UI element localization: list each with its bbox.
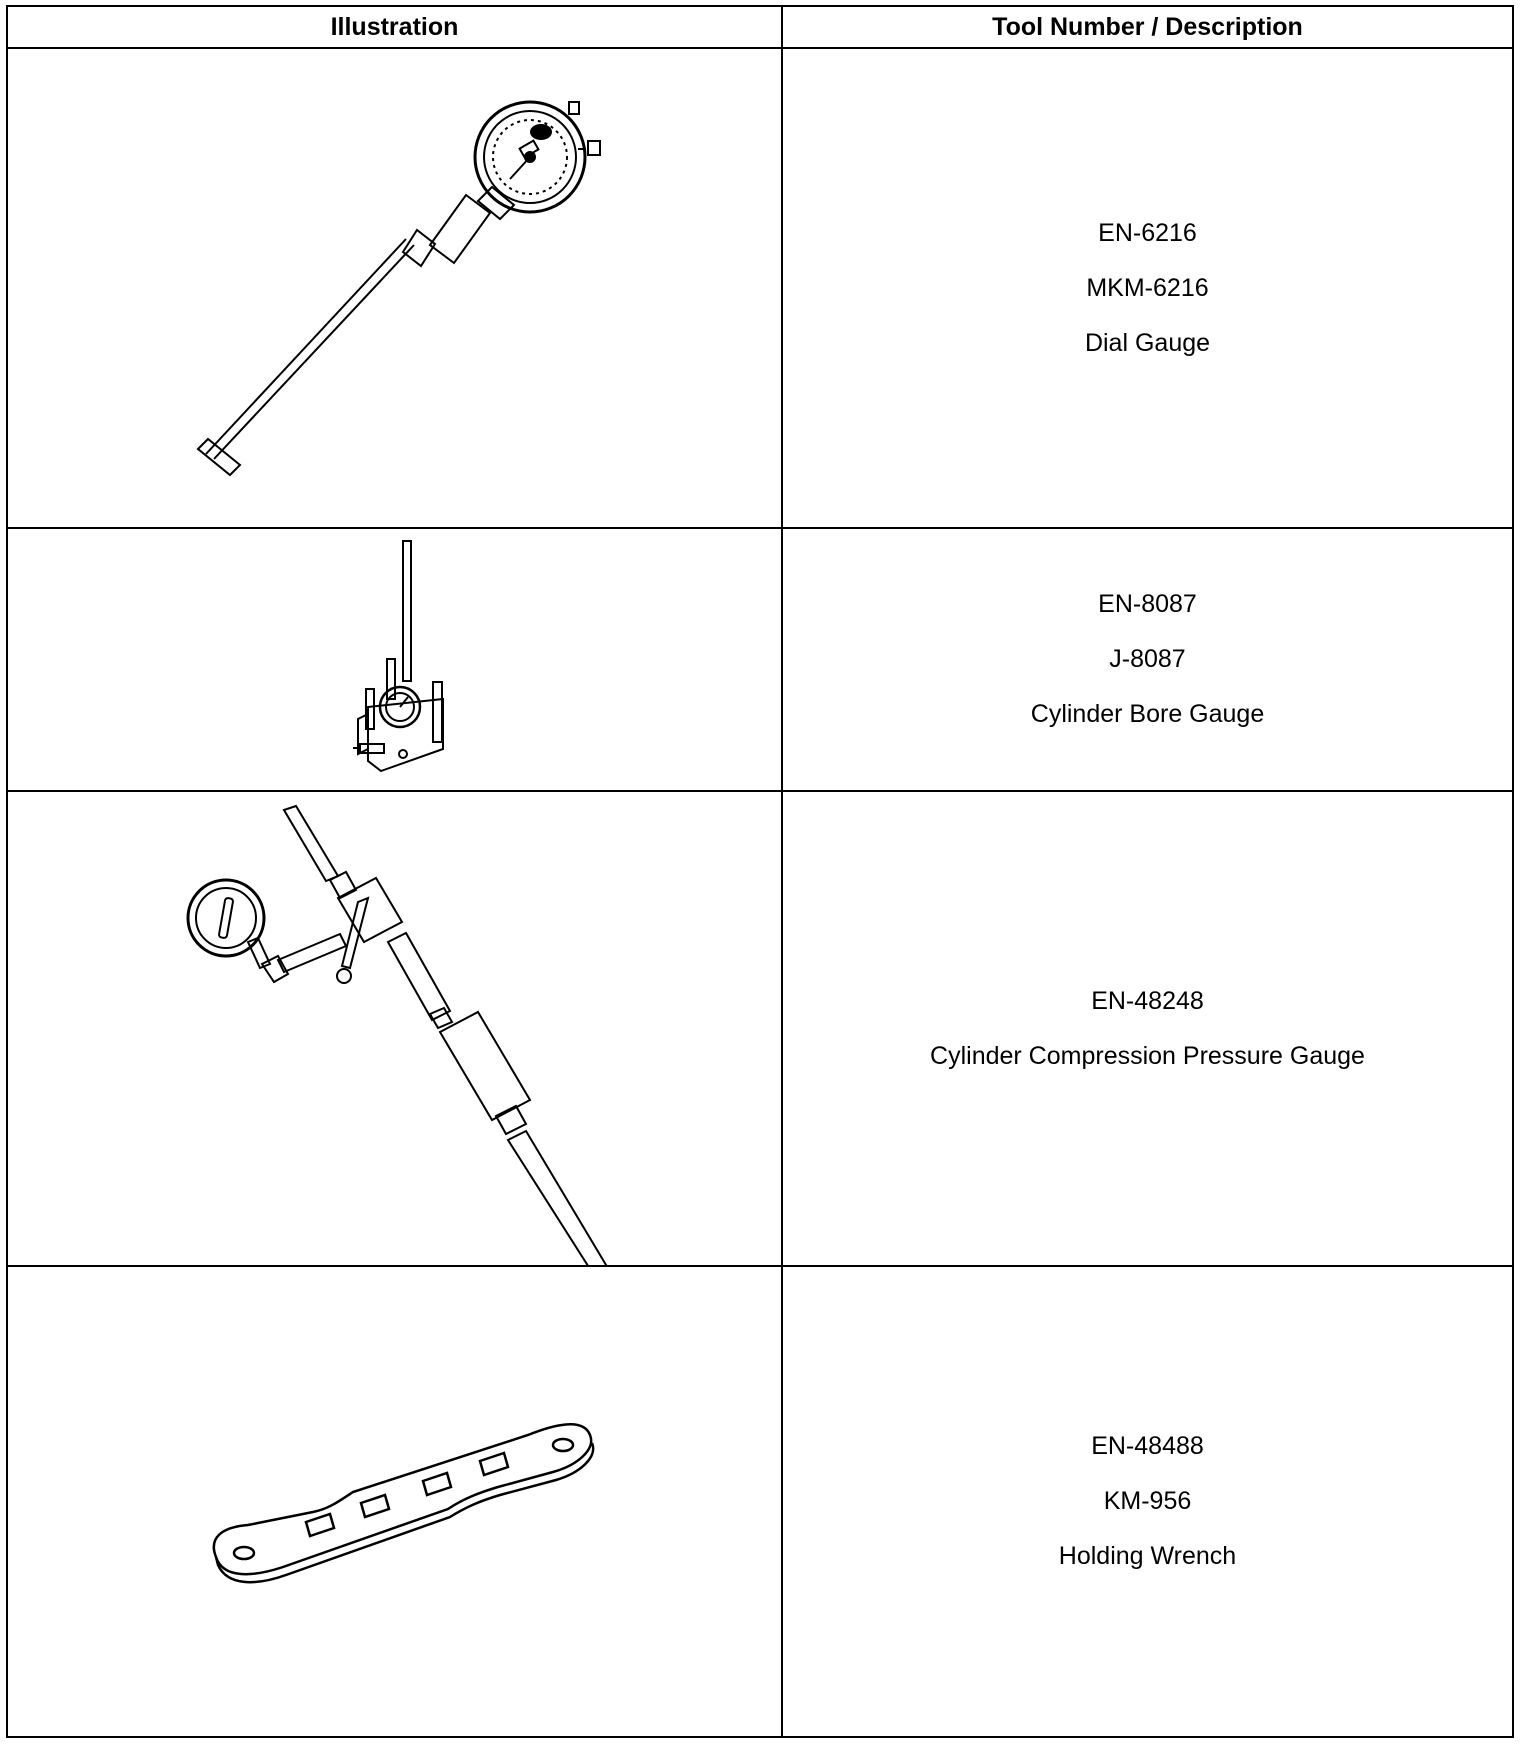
tool-number: EN-6216 xyxy=(1098,218,1197,247)
tool-alt-number: KM-956 xyxy=(1103,1487,1192,1515)
holding-wrench-icon xyxy=(8,1267,783,1747)
tool-number: EN-48248 xyxy=(1091,986,1204,1015)
header-tool-number-description: Tool Number / Description xyxy=(782,6,1513,48)
illustration-cell xyxy=(7,791,782,1266)
tool-description-cell xyxy=(782,48,1513,528)
table-row xyxy=(7,791,1513,1266)
tool-description: Holding Wrench xyxy=(1058,1542,1237,1570)
table-row xyxy=(7,1266,1513,1737)
tool-description-cell xyxy=(782,791,1513,1266)
tool-description-cell xyxy=(782,1266,1513,1737)
compression-pressure-gauge-icon xyxy=(8,792,783,1266)
tool-description: Cylinder Compression Pressure Gauge xyxy=(930,1041,1365,1070)
cylinder-bore-gauge-icon xyxy=(8,529,783,791)
tool-description-cell xyxy=(782,528,1513,791)
header-illustration: Illustration xyxy=(7,6,782,48)
illustration-cell xyxy=(7,528,782,791)
tool-alt-number: J-8087 xyxy=(1109,645,1186,673)
dial-gauge-icon xyxy=(8,49,783,527)
tool-number: EN-8087 xyxy=(1098,590,1197,618)
tool-description: Dial Gauge xyxy=(1084,328,1211,357)
tool-alt-number: MKM-6216 xyxy=(1086,273,1209,302)
tool-description: Cylinder Bore Gauge xyxy=(1030,700,1265,728)
table-row xyxy=(7,528,1513,791)
special-tools-table xyxy=(6,5,1514,1738)
table-header-row xyxy=(7,6,1513,48)
tool-number: EN-48488 xyxy=(1091,1432,1204,1460)
illustration-cell xyxy=(7,48,782,528)
illustration-cell xyxy=(7,1266,782,1737)
table-row xyxy=(7,48,1513,528)
